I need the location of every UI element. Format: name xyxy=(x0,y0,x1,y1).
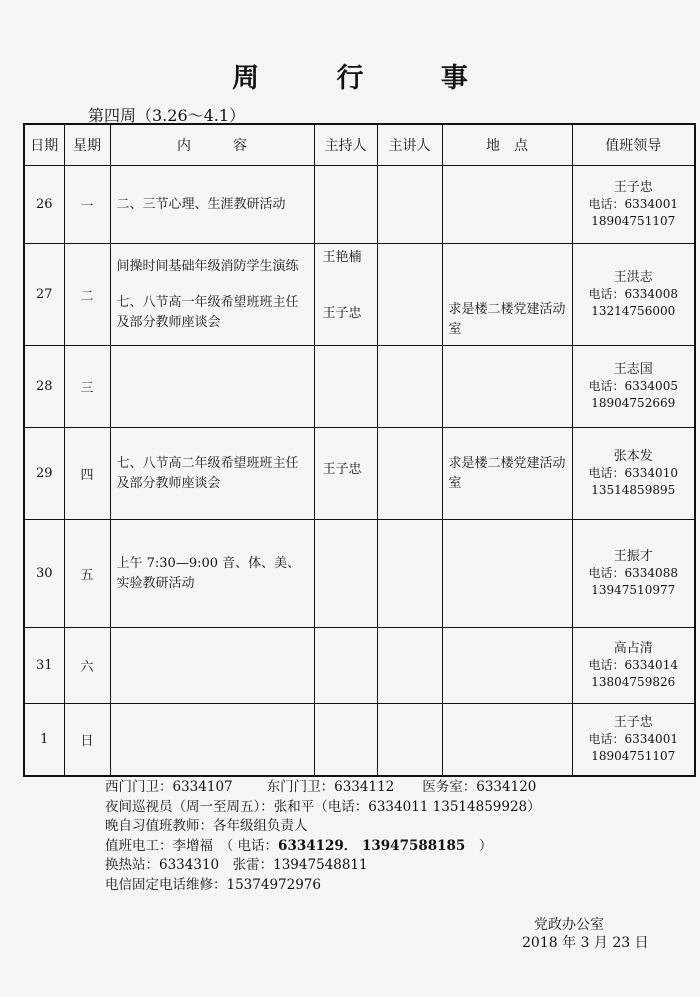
row-host-1: 王艳楠 xyxy=(322,250,362,265)
week-label: 第四周（3.26～4.1） xyxy=(88,106,246,125)
electrician-prefix: 值班电工：李增福 （ 电话： xyxy=(105,837,279,854)
table-row xyxy=(24,628,695,704)
row-speaker xyxy=(377,520,442,628)
duty-name: 王子忠 xyxy=(613,180,653,195)
header-place: 地 点 xyxy=(442,124,572,166)
row-speaker xyxy=(377,346,442,428)
duty-phone: 电话：6334005 xyxy=(588,379,678,393)
row-duty xyxy=(572,428,695,520)
west-gate: 西门门卫：6334107 xyxy=(105,779,233,795)
row-date: 30 xyxy=(24,520,64,628)
duty-phone: 电话：6334010 xyxy=(588,466,678,480)
row-weekday: 日 xyxy=(64,704,110,776)
row-date: 31 xyxy=(24,628,64,704)
row-speaker xyxy=(377,166,442,244)
header-host: 主持人 xyxy=(314,124,377,166)
contact-footer xyxy=(105,778,541,895)
row-host xyxy=(314,346,377,428)
row-duty xyxy=(572,704,695,776)
night-patrol: 夜间巡视员（周一至周五）：张和平（电话：6334011 13514859928） xyxy=(105,798,541,815)
row-content xyxy=(110,520,314,628)
row-duty xyxy=(572,346,695,428)
row-host xyxy=(314,428,377,520)
row-place xyxy=(442,520,572,628)
row-host xyxy=(314,244,377,346)
row-date: 1 xyxy=(24,704,64,776)
row-speaker xyxy=(377,428,442,520)
header-weekday: 星期 xyxy=(64,124,110,166)
duty-phone: 电话：6334088 xyxy=(588,566,678,580)
row-duty xyxy=(572,628,695,704)
duty-name: 高占清 xyxy=(613,641,653,656)
row-speaker xyxy=(377,704,442,776)
row-speaker xyxy=(377,628,442,704)
row-place-text: 求是楼二楼党建活动室 xyxy=(448,302,566,337)
row-content-text: 上午 7:30—9:00 音、体、美、实验教研活动 xyxy=(116,555,301,591)
duty-name: 张本发 xyxy=(613,449,653,464)
row-host xyxy=(314,628,377,704)
duty-name: 王洪志 xyxy=(613,270,653,285)
row-duty xyxy=(572,520,695,628)
issuer: 党政办公室 xyxy=(534,917,604,933)
row-host xyxy=(314,520,377,628)
row-date: 29 xyxy=(24,428,64,520)
duty-mobile: 13804759826 xyxy=(591,675,676,689)
header-speaker: 主讲人 xyxy=(377,124,442,166)
row-place-text: 求是楼二楼党建活动室 xyxy=(448,455,566,491)
row-place xyxy=(442,346,572,428)
electrician xyxy=(105,837,541,857)
row-content xyxy=(110,166,314,244)
row-weekday: 五 xyxy=(64,520,110,628)
table-row xyxy=(24,244,695,346)
row-date: 27 xyxy=(24,244,64,346)
row-content-text: 二、三节心理、生涯教研活动 xyxy=(116,196,286,212)
row-place xyxy=(442,628,572,704)
table-row xyxy=(24,166,695,244)
duty-mobile: 13947510977 xyxy=(591,583,676,597)
duty-mobile: 13514859895 xyxy=(591,483,676,497)
table-row xyxy=(24,428,695,520)
row-weekday: 六 xyxy=(64,628,110,704)
duty-phone: 电话：6334014 xyxy=(588,658,678,672)
duty-phone: 电话：6334008 xyxy=(588,287,678,301)
electrician-suffix: ） xyxy=(465,837,493,854)
row-content-text-2: 七、八节高一年级希望班班主任及部分教师座谈会 xyxy=(116,294,299,330)
row-date: 26 xyxy=(24,166,64,244)
duty-mobile: 18904751107 xyxy=(591,214,676,228)
header-date: 日期 xyxy=(24,124,64,166)
row-place xyxy=(442,166,572,244)
row-content xyxy=(110,628,314,704)
row-weekday: 三 xyxy=(64,346,110,428)
east-gate: 东门门卫：6334112 xyxy=(266,779,395,795)
header-duty: 值班领导 xyxy=(572,124,695,166)
row-weekday: 四 xyxy=(64,428,110,520)
table-header-row xyxy=(24,124,695,166)
row-place xyxy=(442,428,572,520)
clinic: 医务室：6334120 xyxy=(422,779,537,795)
row-date: 28 xyxy=(24,346,64,428)
row-place xyxy=(442,704,572,776)
schedule-table xyxy=(23,123,696,777)
duty-mobile: 13214756000 xyxy=(591,304,676,318)
row-content xyxy=(110,346,314,428)
row-host xyxy=(314,166,377,244)
duty-mobile: 18904751107 xyxy=(591,748,676,763)
row-duty xyxy=(572,244,695,346)
gate-contacts xyxy=(105,778,541,798)
telecom-repair: 电信固定电话维修：15374972976 xyxy=(105,876,321,893)
page-title: 周 行 事 xyxy=(232,63,502,94)
issue-date: 2018 年 3 月 23 日 xyxy=(522,935,649,951)
row-weekday: 二 xyxy=(64,244,110,346)
heating-station: 换热站：6334310 张雷：13947548811 xyxy=(105,857,368,873)
row-content xyxy=(110,428,314,520)
row-content xyxy=(110,704,314,776)
table-row xyxy=(24,346,695,428)
electrician-phone: 6334129． 13947588185 xyxy=(278,837,466,854)
row-speaker xyxy=(377,244,442,346)
duty-name: 王子忠 xyxy=(613,714,653,730)
duty-phone: 电话：6334001 xyxy=(588,731,678,746)
row-content-text: 七、八节高二年级希望班班主任及部分教师座谈会 xyxy=(116,455,299,491)
evening-study: 晚自习值班教师：各年级组负责人 xyxy=(105,818,308,834)
table-row xyxy=(24,704,695,776)
row-host-1: 王子忠 xyxy=(322,462,362,477)
row-duty xyxy=(572,166,695,244)
header-content: 内 容 xyxy=(110,124,314,166)
duty-name: 王志国 xyxy=(613,362,653,377)
row-host-2: 王子忠 xyxy=(322,306,362,321)
row-content-text: 间操时间基础年级消防学生演练 xyxy=(116,258,299,274)
table-row xyxy=(24,520,695,628)
duty-phone: 电话：6334001 xyxy=(588,197,678,211)
duty-mobile: 18904752669 xyxy=(591,396,676,410)
row-content xyxy=(110,244,314,346)
duty-name: 王振才 xyxy=(613,549,653,564)
row-host xyxy=(314,704,377,776)
row-weekday: 一 xyxy=(64,166,110,244)
row-place xyxy=(442,244,572,346)
